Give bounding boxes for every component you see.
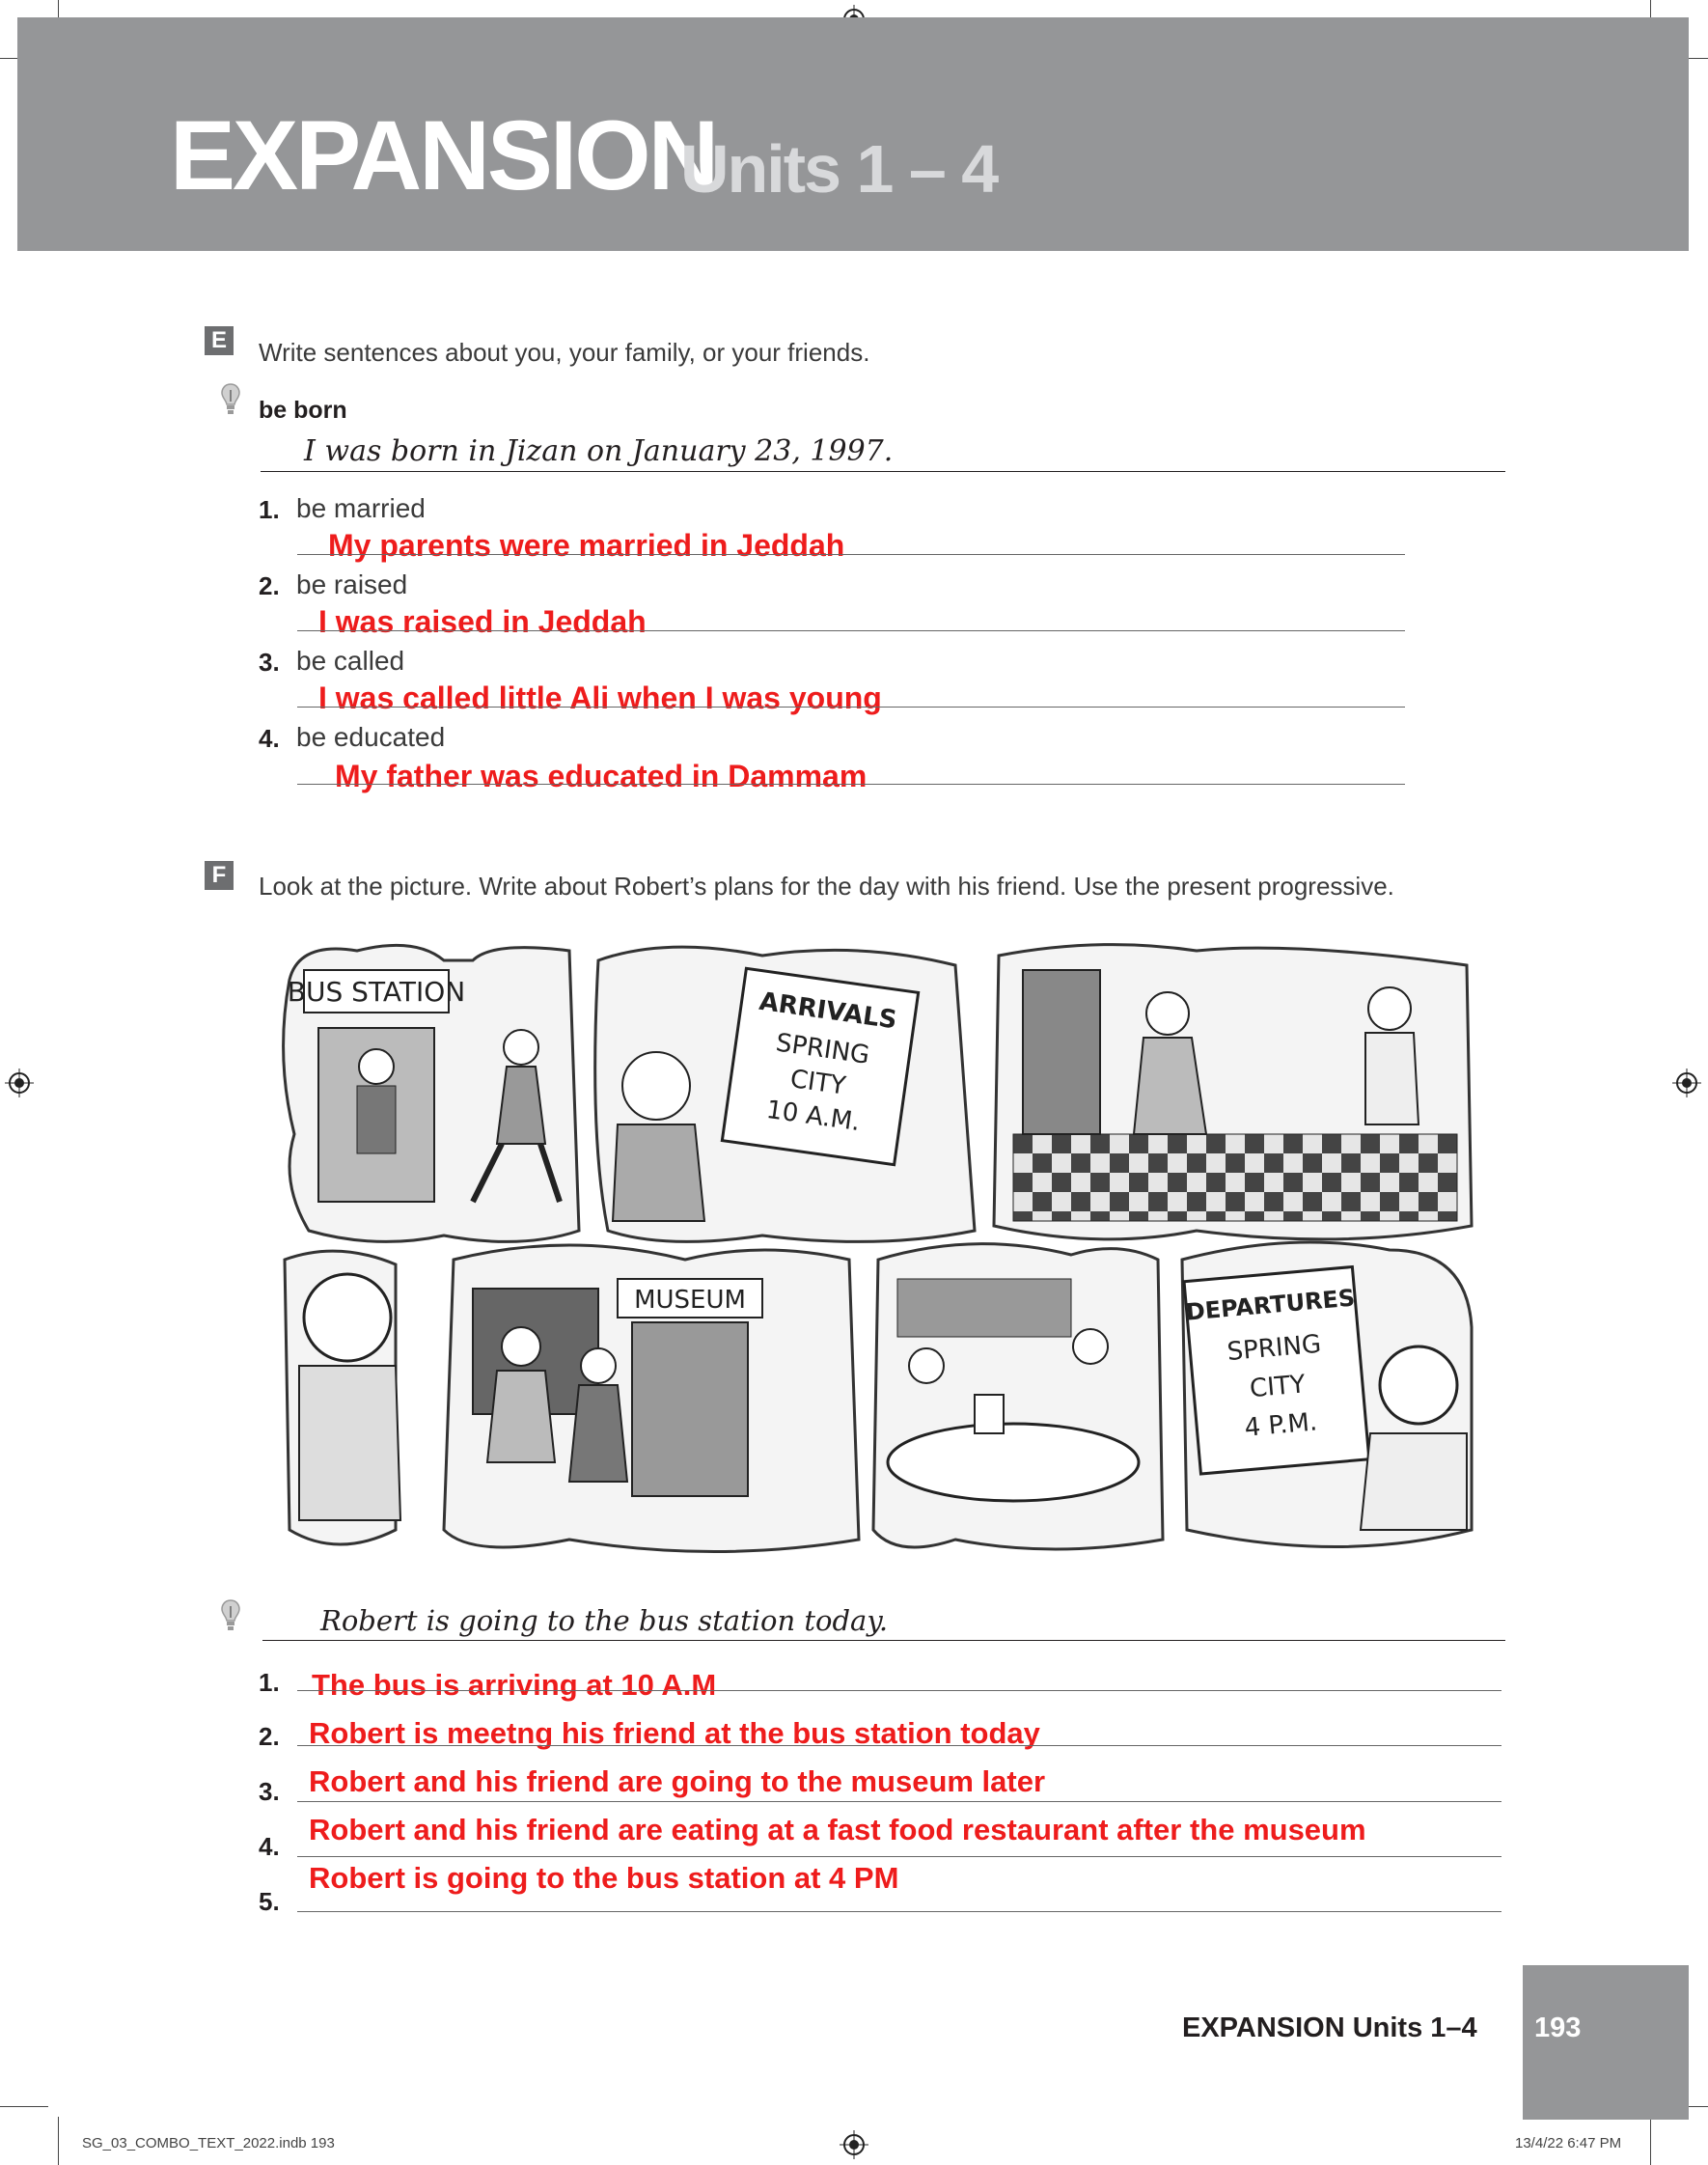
answer-line (262, 1640, 1505, 1641)
answer-text[interactable]: Robert is going to the bus station at 4 PM (309, 1861, 899, 1895)
section-f-instruction: Look at the picture. Write about Robert’s plans for the day with his friend. Use the present progressive. (259, 872, 1394, 901)
answer-text[interactable]: I was called little Ali when I was young (318, 680, 882, 715)
answer-text[interactable]: My father was educated in Dammam (335, 759, 868, 793)
example-answer: I was born in Jizan on January 23, 1997. (304, 434, 894, 468)
item-number: 1. (259, 1668, 280, 1697)
item-number: 3. (259, 648, 280, 677)
lightbulb-icon (220, 1598, 241, 1633)
section-e-badge: E (205, 326, 234, 355)
page-title: EXPANSION (170, 100, 717, 210)
answer-line (297, 707, 1405, 708)
sign-departures-time: 4 P.M. (1243, 1407, 1319, 1443)
section-e-instruction: Write sentences about you, your family, or your friends. (259, 338, 870, 367)
sign-arrivals-line: SPRING (774, 1028, 871, 1070)
item-prompt: be married (296, 493, 426, 523)
answer-text[interactable]: Robert is meetng his friend at the bus station today (309, 1716, 1040, 1750)
item-number: 2. (259, 571, 280, 600)
crop-mark (58, 2117, 59, 2165)
crop-mark (1650, 2117, 1651, 2165)
item-number: 3. (259, 1777, 280, 1806)
footer-label: EXPANSION Units 1–4 (1182, 2012, 1477, 2043)
answer-line (297, 1801, 1501, 1802)
registration-mark-icon (840, 2130, 868, 2159)
answer-text[interactable]: Robert and his friend are going to the museum later (309, 1764, 1046, 1798)
answer-line (297, 1856, 1501, 1857)
item-number: 2. (259, 1722, 280, 1751)
answer-text[interactable]: My parents were married in Jeddah (328, 528, 845, 563)
answer-line (261, 471, 1505, 472)
answer-text[interactable]: The bus is arriving at 10 A.M (312, 1668, 717, 1702)
sign-departures-line: SPRING (1226, 1329, 1323, 1368)
page-number: 193 (1534, 2012, 1582, 2043)
sign-arrivals-title: ARRIVALS (757, 986, 899, 1036)
example-answer: Robert is going to the bus station today. (320, 1604, 889, 1637)
item-prompt: be raised (296, 569, 408, 599)
page-subtitle: Units 1 – 4 (680, 131, 998, 207)
sign-departures-line: CITY (1248, 1370, 1307, 1404)
answer-line (297, 1690, 1501, 1691)
sign-departures-title: DEPARTURES (1184, 1284, 1357, 1326)
section-f-badge: F (205, 861, 234, 890)
sign-museum: MUSEUM (634, 1286, 746, 1315)
print-slug-right: 13/4/22 6:47 PM (1515, 2135, 1622, 2151)
answer-line (297, 630, 1405, 631)
lightbulb-icon (220, 382, 241, 417)
answer-text[interactable]: I was raised in Jeddah (318, 604, 647, 639)
item-prompt: be educated (296, 722, 446, 752)
item-number: 4. (259, 1832, 280, 1861)
registration-mark-icon (5, 1069, 34, 1097)
example-label: be born (259, 397, 347, 424)
answer-text[interactable]: Robert and his friend are eating at a fast food restaurant after the museum (309, 1813, 1366, 1846)
print-slug-left: SG_03_COMBO_TEXT_2022.indb 193 (82, 2135, 335, 2151)
item-number: 5. (259, 1887, 280, 1916)
answer-line (297, 784, 1405, 785)
crop-mark (0, 2106, 48, 2107)
registration-mark-icon (1672, 1069, 1701, 1097)
item-number: 4. (259, 724, 280, 753)
answer-line (297, 554, 1405, 555)
answer-line (297, 1911, 1501, 1912)
sign-bus-station: BUS STATION (287, 976, 466, 1008)
answer-line (297, 1745, 1501, 1746)
item-prompt: be called (296, 646, 405, 676)
sign-arrivals-time: 10 A.M. (764, 1095, 863, 1138)
sign-arrivals-line: CITY (788, 1064, 848, 1101)
comic-illustration (280, 941, 1476, 1559)
item-number: 1. (259, 495, 280, 524)
